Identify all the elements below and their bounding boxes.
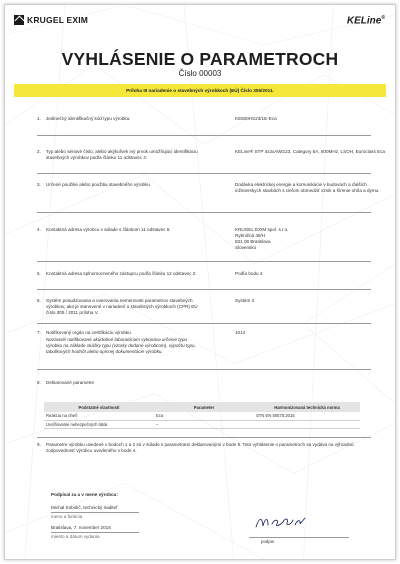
table-header: Parameter — [154, 402, 254, 412]
item-label: Parametre výrobku uvedené v bodoch 1 a 2 sú v súlade s parametrami deklarovanými v bode 8. Toto vyhlásenie o parametroch sa vydáva na výhradnú zodpovednosť výrobcu uvedeného v bode 4. — [46, 442, 354, 453]
logo — [14, 15, 88, 25]
separator — [37, 261, 371, 262]
manufacturer-address — [235, 227, 385, 251]
item-label-text: Notifikovaný orgán na certifikáciu výrobku — [46, 330, 131, 335]
name-caption: meno a funkcia — [51, 514, 83, 519]
signature-caption: podpis — [261, 539, 274, 544]
brand-registered-mark: ® — [381, 15, 385, 21]
krugel-logo-icon — [14, 15, 24, 25]
address-line: Rybničná 38/H — [235, 233, 266, 238]
signature-heading: Podpísal za a v mene výrobcu: — [51, 492, 118, 497]
item-label: Jedinečný identifikačný kód typu výrobku: — [46, 116, 131, 121]
item-value: Systém 3 — [235, 298, 255, 303]
handwritten-signature — [253, 512, 313, 532]
item-number: 6. — [37, 298, 41, 303]
table-header: Harmonizovaná technická norma — [254, 402, 360, 412]
item-note: Nezávislé notifikované akúdobné laboratórium vykonáva určenie typu výrobku na základe skúšky typu (vzorky dodané výrobcom), výpočtu typu, tabuľkových hodnôt alebo opisnej dokumentácie výrobku. — [46, 337, 196, 354]
item-label: Kontaktná adresa výrobcu v súlade s článkom 11 odstavec 5: — [46, 227, 171, 232]
brand-logo — [347, 15, 385, 26]
item-number: 2. — [37, 149, 41, 154]
regulation-banner: Príloha III nariadenie o stavebných výrobkoch (EÚ) Číslo 305/2011. — [14, 84, 386, 97]
item-label: Deklarované parametre — [46, 380, 95, 385]
separator — [37, 323, 371, 324]
place-caption: miesto a dátum vydania — [51, 534, 100, 539]
signature-line — [51, 512, 139, 513]
brand-text: KELine — [346, 15, 382, 27]
item-number: 4. — [37, 227, 41, 232]
item-value: Podľa bodu 4 — [235, 271, 263, 276]
table-header-row — [44, 402, 360, 412]
table-cell: Uvoľňovanie nebezpečných látok — [44, 420, 154, 428]
separator — [37, 369, 371, 370]
address-line: 831 06 Bratislava — [235, 239, 271, 244]
declared-parameters-table — [44, 402, 360, 429]
table-cell: – — [154, 420, 254, 428]
logo-text: KRUGEL EXIM — [27, 15, 89, 25]
table-row — [44, 412, 360, 420]
table-cell — [254, 420, 360, 428]
signatory-name: Michal Sobolič, technický riaditeľ — [51, 505, 118, 510]
separator — [37, 437, 371, 438]
item-number: 8. — [37, 380, 41, 385]
item-value: KE500HS23/1E-Eca — [235, 116, 277, 121]
table-header: Podstatné vlastnosti — [44, 402, 154, 412]
table-cell: STN EN 50575:2015 — [254, 412, 360, 420]
item-number: 1. — [37, 116, 41, 121]
separator — [37, 173, 371, 174]
item-number: 5. — [37, 271, 41, 276]
item-value: KELine® STP 4x2xAWG23, Category 6A, 500MHz, LSOH, Euroclass Eca — [235, 149, 385, 154]
item-label: Typ alebo sériové číslo, alebo akýkoľvek iný prvok umožňujúci identifikáciu stavebných výrobkov podľa článku 11 odstavec 4: — [46, 149, 198, 160]
page-title: VYHLÁSENIE O PARAMETROCH — [61, 49, 339, 69]
signature-line — [249, 537, 349, 538]
signature-line — [51, 532, 139, 533]
table-row — [44, 420, 360, 428]
header — [14, 15, 385, 29]
address-line: Slovensko — [235, 245, 257, 250]
item-label: Kontaktná adresa splnomocneného zástupcu podľa článku 12 odstavec 2: — [46, 271, 197, 276]
item-label — [46, 330, 201, 355]
place-date: Bratislava, 7. november 2016 — [51, 525, 111, 530]
item-number: 3. — [37, 182, 41, 187]
declaration-page — [4, 4, 396, 560]
declaration-number: Číslo 00003 — [178, 69, 222, 78]
item-value: 1014 — [235, 330, 246, 335]
table-cell: Eca — [154, 412, 254, 420]
item-label: Určené použitie alebo použitia stavebného výrobku — [46, 182, 150, 187]
address-line: KRUGEL EXIM spol. s.r.o. — [235, 227, 289, 232]
separator — [37, 135, 371, 136]
table-cell: Reakcia na oheň — [44, 412, 154, 420]
item-value: Dodávka elektrickej energie a komunikácie v budovách a ďalších inžinierskych stavbách s cieľom obmedziť vznik a šírenie ohňa a dymu. — [235, 182, 380, 193]
separator — [37, 289, 371, 290]
item-number: 9. — [37, 442, 41, 447]
item-number: 7. — [37, 330, 41, 335]
item-label: Systém posudzovania a overovania nemennosti parametrov stavebných výrobkov, ako je stanovené v nariadení o stavebných výrobkoch (CPR) EÚ číslo 305 / 2011 príloha V. — [46, 298, 198, 315]
separator — [37, 212, 371, 213]
